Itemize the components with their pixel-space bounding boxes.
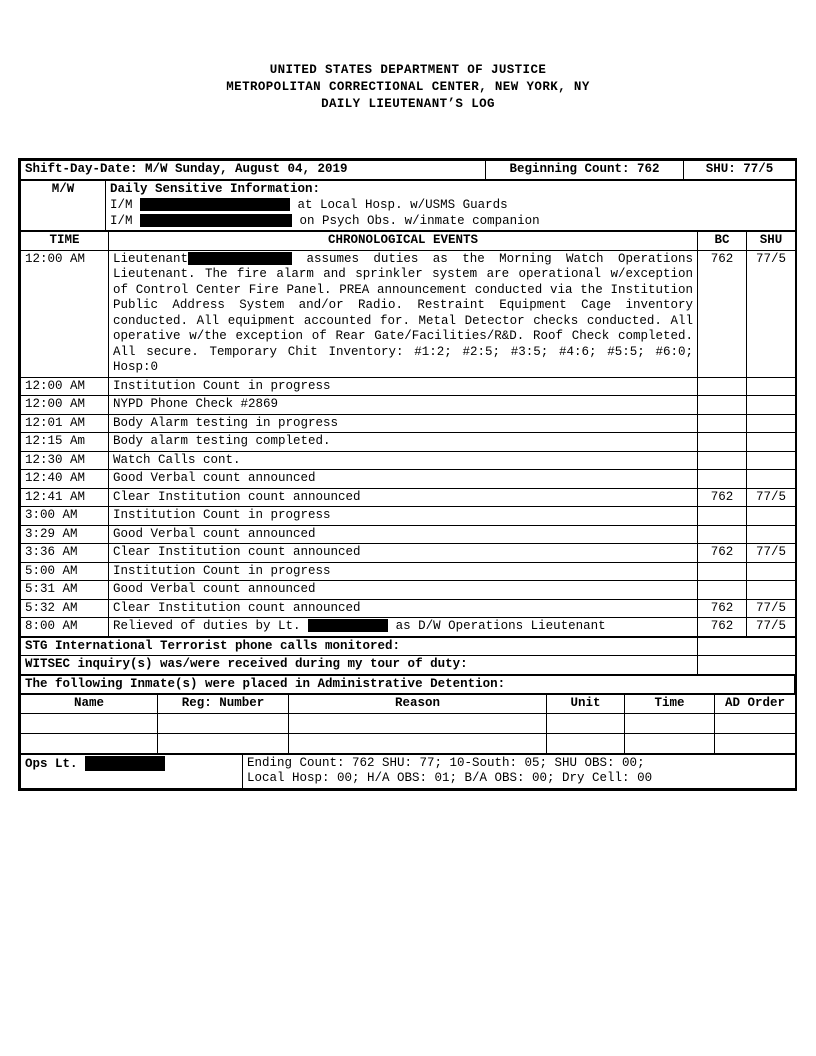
entry-event: Clear Institution count announced: [109, 544, 698, 563]
shu-count: SHU: 77/5: [684, 161, 796, 180]
footer-row: [21, 754, 796, 788]
entry-time: 12:40 AM: [21, 470, 109, 489]
table-row: [21, 544, 796, 563]
column-header-time: TIME: [21, 232, 109, 251]
entry-time: 12:15 Am: [21, 433, 109, 452]
shift-header-row: [21, 161, 796, 180]
column-header-events: CHRONOLOGICAL EVENTS: [109, 232, 698, 251]
table-row: [21, 599, 796, 618]
entry-event: Watch Calls cont.: [109, 451, 698, 470]
entry-event: Clear Institution count announced: [109, 599, 698, 618]
redaction-block: [85, 756, 165, 771]
redaction-block: [188, 252, 292, 265]
sensitive-info-content: [106, 180, 796, 231]
table-row: [21, 562, 796, 581]
sensitive-line-2-suffix: on Psych Obs. w/inmate companion: [299, 214, 540, 228]
sensitive-info-title: Daily Sensitive Information:: [110, 181, 321, 196]
entry-event: Good Verbal count announced: [109, 525, 698, 544]
shift-header-table: [20, 160, 796, 180]
entry-event: Institution Count in progress: [109, 377, 698, 396]
witsec-note-value: [698, 656, 796, 675]
ad-cell-time: [625, 733, 715, 753]
watch-code: M/W: [21, 180, 106, 231]
stg-note-value: [698, 637, 796, 656]
entry-time: 12:00 AM: [21, 396, 109, 415]
entry-bc: [698, 414, 747, 433]
ad-cell-unit: [547, 713, 625, 733]
ad-cell-reason: [289, 733, 547, 753]
entry-time: 5:00 AM: [21, 562, 109, 581]
ad-cell-time: [625, 713, 715, 733]
footer-table: [20, 754, 796, 789]
letterhead-line-1: UNITED STATES DEPARTMENT OF JUSTICE: [269, 63, 547, 77]
entry-bc: [698, 470, 747, 489]
table-row: [21, 525, 796, 544]
entry-event-prefix: Lieutenant: [113, 251, 189, 266]
letterhead-line-3: DAILY LIEUTENANT’S LOG: [321, 97, 495, 111]
ad-cell-name: [21, 713, 158, 733]
table-row: [21, 451, 796, 470]
entry-event: Institution Count in progress: [109, 507, 698, 526]
sensitive-info-table: [20, 180, 796, 232]
log-form: [18, 158, 797, 791]
ad-cell-ad-order: [715, 733, 796, 753]
entry-time: 12:00 AM: [21, 250, 109, 377]
entry-shu: 77/5: [747, 618, 796, 637]
sensitive-info-line-1: [110, 197, 791, 213]
entry-shu: 77/5: [747, 488, 796, 507]
table-row: [21, 713, 796, 733]
stg-note: STG International Terrorist phone calls monitored:: [21, 637, 698, 656]
entry-event: Clear Institution count announced: [109, 488, 698, 507]
entry-shu: [747, 581, 796, 600]
ending-count-line-1: Ending Count: 762 SHU: 77; 10-South: 05; SHU OBS: 00;: [247, 755, 645, 770]
entry-bc: 762: [698, 488, 747, 507]
ad-cell-reason: [289, 713, 547, 733]
entry-bc: [698, 562, 747, 581]
ad-cell-name: [21, 733, 158, 753]
letterhead: [18, 62, 798, 113]
entry-time: 3:00 AM: [21, 507, 109, 526]
table-row: [21, 618, 796, 637]
redaction-block: [308, 619, 388, 632]
sensitive-line-1-suffix: at Local Hosp. w/USMS Guards: [297, 198, 508, 212]
sensitive-info-row: [21, 180, 796, 231]
ad-intro-row: [21, 675, 795, 694]
administrative-detention-table: [20, 694, 796, 754]
table-row: [21, 488, 796, 507]
entry-event: [109, 618, 698, 637]
sensitive-line-1-prefix: I/M: [110, 198, 133, 212]
entry-time: 12:30 AM: [21, 451, 109, 470]
table-row: [21, 414, 796, 433]
entry-bc: [698, 377, 747, 396]
column-header-shu: SHU: [747, 232, 796, 251]
entry-shu: [747, 433, 796, 452]
table-row: [21, 507, 796, 526]
entry-time: 12:01 AM: [21, 414, 109, 433]
entry-shu: [747, 396, 796, 415]
entry-time: 12:41 AM: [21, 488, 109, 507]
ad-header-unit: Unit: [547, 695, 625, 714]
column-header-bc: BC: [698, 232, 747, 251]
ad-cell-unit: [547, 733, 625, 753]
entry-bc: [698, 451, 747, 470]
entry-bc: [698, 581, 747, 600]
entry-shu: [747, 470, 796, 489]
table-row: [21, 470, 796, 489]
entry-event-body: assumes duties as the Morning Watch Operations Lieutenant. The fire alarm and sprinkler system are operational w/exception of Control Center Fire Panel. PREA announcement conducted via the Institution Public Address System and/or Radio. Restraint Equipment Cage inventory conducted. All equipment accounted for. Metal Detector checks conducted. All operative w/the exception of Rear Gate/Facilities/R&D. Roof Check completed. All secure. Temporary Chit Inventory: #1:2; #2:5; #3:5; #4:6; #5:5; #6:0; Hosp:0: [113, 251, 693, 374]
entry-shu: [747, 414, 796, 433]
entry-shu: 77/5: [747, 250, 796, 377]
entry-time: 8:00 AM: [21, 618, 109, 637]
chronological-events-table: [20, 231, 796, 637]
notes-table: [20, 637, 796, 675]
stg-note-row: [21, 637, 796, 656]
ad-header-time: Time: [625, 695, 715, 714]
entry-bc: 762: [698, 618, 747, 637]
entry-shu: [747, 377, 796, 396]
entry-event-body: as D/W Operations Lieutenant: [395, 619, 606, 633]
entry-event: Body Alarm testing in progress: [109, 414, 698, 433]
witsec-note-row: [21, 656, 796, 675]
redaction-block: [140, 198, 290, 211]
entry-bc: 762: [698, 250, 747, 377]
entry-event: Good Verbal count announced: [109, 581, 698, 600]
ending-count-line-2: Local Hosp: 00; H/A OBS: 01; B/A OBS: 00; Dry Cell: 00: [247, 771, 653, 785]
entry-bc: [698, 433, 747, 452]
table-row: [21, 396, 796, 415]
ad-header-row: [21, 695, 796, 714]
entry-shu: 77/5: [747, 599, 796, 618]
events-column-header-row: [21, 232, 796, 251]
entry-event-prefix: Relieved of duties by Lt.: [113, 619, 301, 633]
ad-header-name: Name: [21, 695, 158, 714]
entry-bc: [698, 507, 747, 526]
ops-lt-label: Ops Lt.: [25, 756, 78, 771]
entry-bc: [698, 525, 747, 544]
ad-intro-table: [20, 675, 795, 695]
entry-bc: 762: [698, 599, 747, 618]
entry-event: NYPD Phone Check #2869: [109, 396, 698, 415]
entry-event: Body alarm testing completed.: [109, 433, 698, 452]
ops-lt-signature: [21, 754, 243, 788]
entry-shu: [747, 525, 796, 544]
ad-header-reg-number: Reg: Number: [158, 695, 289, 714]
entry-shu: [747, 562, 796, 581]
shift-day-date: Shift-Day-Date: M/W Sunday, August 04, 2019: [21, 161, 486, 180]
ad-cell-ad-order: [715, 713, 796, 733]
beginning-count: Beginning Count: 762: [486, 161, 684, 180]
entry-time: 5:31 AM: [21, 581, 109, 600]
ad-header-ad-order: AD Order: [715, 695, 796, 714]
entry-shu: [747, 507, 796, 526]
sensitive-info-line-2: [110, 213, 791, 229]
entry-time: 3:36 AM: [21, 544, 109, 563]
ending-count-summary: [243, 754, 796, 788]
redaction-block: [140, 214, 292, 227]
entry-time: 3:29 AM: [21, 525, 109, 544]
witsec-note: WITSEC inquiry(s) was/were received during my tour of duty:: [21, 656, 698, 675]
entry-time: 12:00 AM: [21, 377, 109, 396]
entry-bc: [698, 396, 747, 415]
entry-shu: [747, 451, 796, 470]
table-row: [21, 250, 796, 377]
table-row: [21, 377, 796, 396]
table-row: [21, 433, 796, 452]
ad-cell-reg-number: [158, 733, 289, 753]
ad-header-reason: Reason: [289, 695, 547, 714]
entry-time: 5:32 AM: [21, 599, 109, 618]
entry-event: [109, 250, 698, 377]
entry-event: Institution Count in progress: [109, 562, 698, 581]
entry-bc: 762: [698, 544, 747, 563]
ad-cell-reg-number: [158, 713, 289, 733]
table-row: [21, 581, 796, 600]
entry-shu: 77/5: [747, 544, 796, 563]
sensitive-line-2-prefix: I/M: [110, 214, 133, 228]
table-row: [21, 733, 796, 753]
entry-event: Good Verbal count announced: [109, 470, 698, 489]
letterhead-line-2: METROPOLITAN CORRECTIONAL CENTER, NEW YORK, NY: [226, 80, 590, 94]
ad-intro-text: The following Inmate(s) were placed in Administrative Detention:: [21, 675, 795, 694]
